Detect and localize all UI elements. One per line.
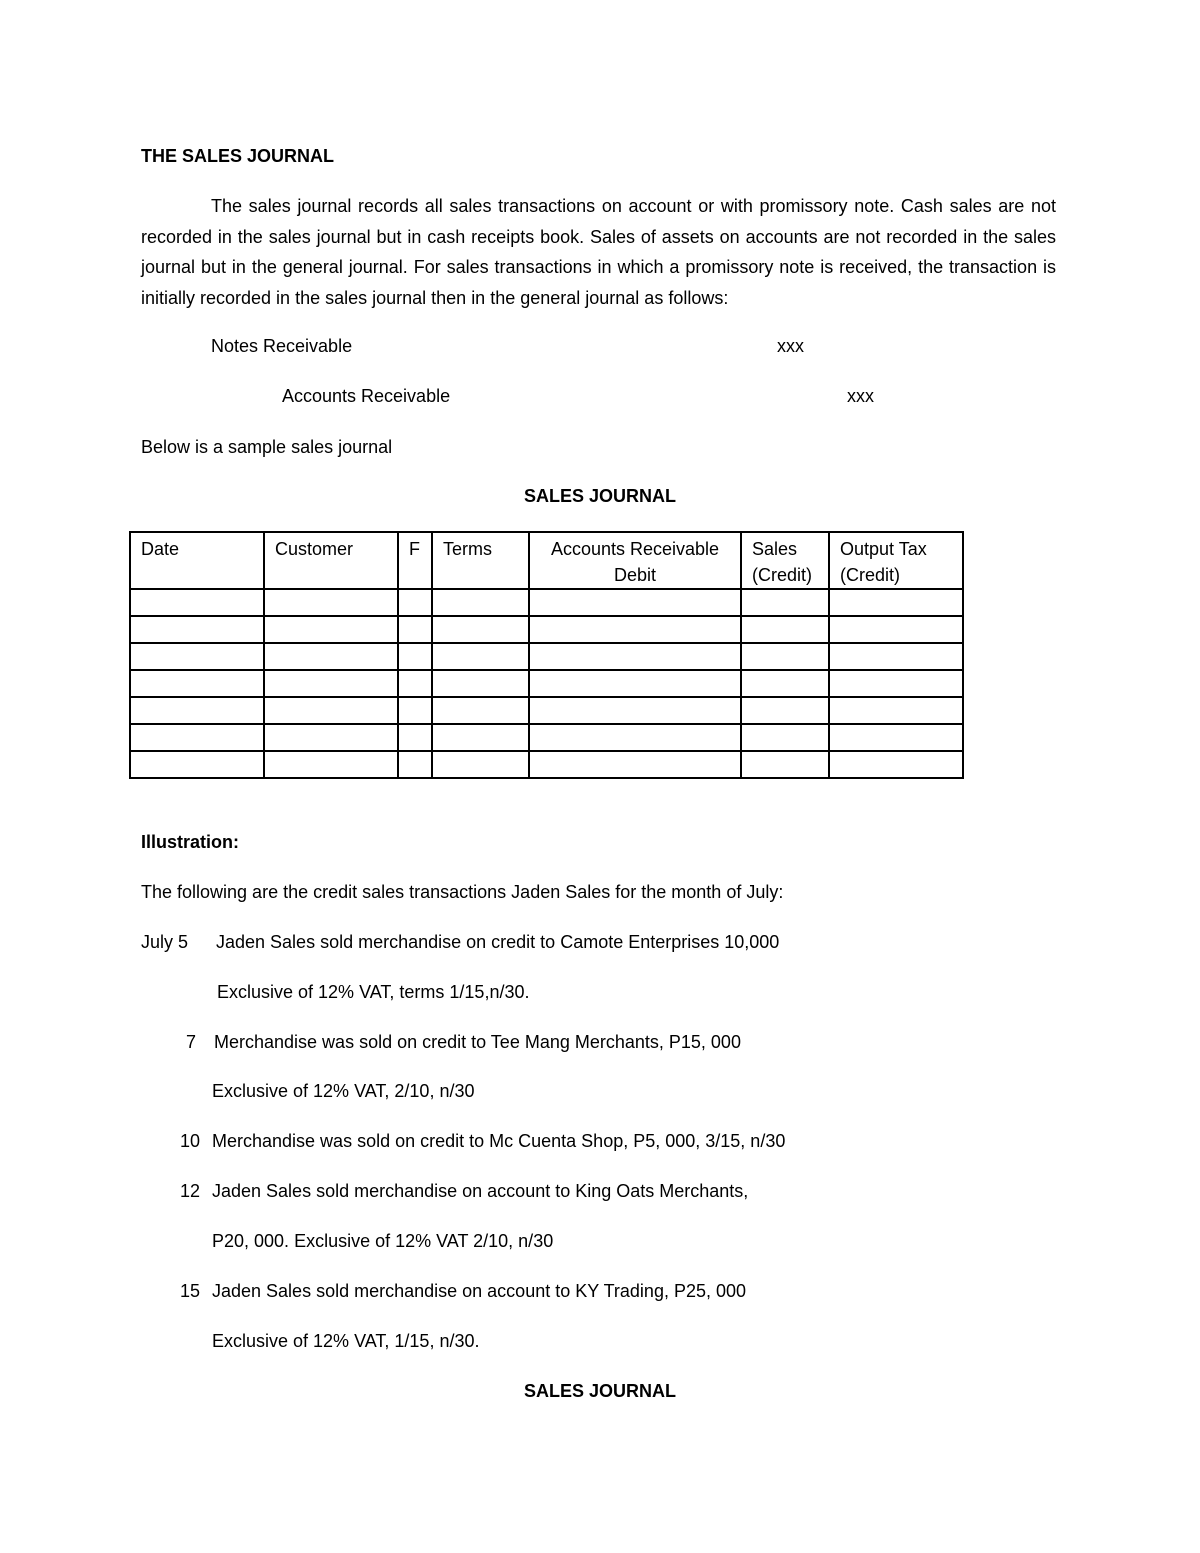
- table-row: [130, 589, 963, 616]
- transaction-line: Jaden Sales sold merchandise on account to King Oats Merchants,: [212, 1181, 749, 1201]
- transaction-line: P20, 000. Exclusive of 12% VAT 2/10, n/30: [212, 1231, 554, 1251]
- table-header-row: [130, 532, 963, 589]
- transaction-date: 7: [186, 1032, 197, 1052]
- illustration-intro: The following are the credit sales transactions Jaden Sales for the month of July:: [141, 882, 784, 902]
- col-header-output-tax-credit: Output Tax (Credit): [829, 532, 963, 589]
- col-header-folio: F: [398, 532, 432, 589]
- table-row: [130, 643, 963, 670]
- transaction-date: 15: [180, 1281, 201, 1301]
- col-header-sales-credit: Sales (Credit): [741, 532, 829, 589]
- entry-credit-amount: xxx: [847, 386, 874, 406]
- transaction-line: Exclusive of 12% VAT, terms 1/15,n/30.: [217, 982, 530, 1002]
- transaction-line: Jaden Sales sold merchandise on account to KY Trading, P25, 000: [212, 1281, 747, 1301]
- entry-debit-amount: xxx: [777, 336, 804, 356]
- intro-paragraph: [141, 191, 1056, 313]
- col-header-ar-debit: Accounts Receivable Debit: [529, 532, 741, 589]
- table-row: [130, 724, 963, 751]
- table-row: [130, 670, 963, 697]
- sales-journal-table: [129, 531, 964, 779]
- transaction-line: Merchandise was sold on credit to Mc Cuenta Shop, P5, 000, 3/15, n/30: [212, 1131, 786, 1151]
- col-header-terms: Terms: [432, 532, 529, 589]
- table-row: [130, 616, 963, 643]
- col-header-customer: Customer: [264, 532, 398, 589]
- transaction-date: July 5: [141, 932, 189, 952]
- transaction-line: Exclusive of 12% VAT, 1/15, n/30.: [212, 1331, 480, 1351]
- transaction-line: Exclusive of 12% VAT, 2/10, n/30: [212, 1081, 475, 1101]
- intro-paragraph-text: The sales journal records all sales transactions on account or with promissory note. Cash sales are not recorded in the sales journal but in cash receipts book. Sales of assets on accounts are not recorded in the sales journal but in the general journal. For sales transactions in which a promissory note is received, the transaction is initially recorded in the sales journal then in the general journal as follows:: [141, 196, 1056, 308]
- second-journal-title: SALES JOURNAL: [523, 1381, 676, 1401]
- transaction-line: Merchandise was sold on credit to Tee Mang Merchants, P15, 000: [214, 1032, 741, 1052]
- col-header-date: Date: [130, 532, 264, 589]
- transaction-date: 10: [180, 1131, 201, 1151]
- page-heading: THE SALES JOURNAL: [141, 146, 335, 166]
- illustration-heading: Illustration:: [141, 832, 239, 852]
- table-row: [130, 697, 963, 724]
- sample-intro: Below is a sample sales journal: [141, 437, 393, 457]
- entry-credit-account: Accounts Receivable: [282, 386, 451, 406]
- journal-title: SALES JOURNAL: [523, 486, 676, 506]
- table-row: [130, 751, 963, 778]
- transaction-line: Jaden Sales sold merchandise on credit to Camote Enterprises 10,000: [216, 932, 780, 952]
- entry-debit-account: Notes Receivable: [211, 336, 353, 356]
- transaction-date: 12: [180, 1181, 201, 1201]
